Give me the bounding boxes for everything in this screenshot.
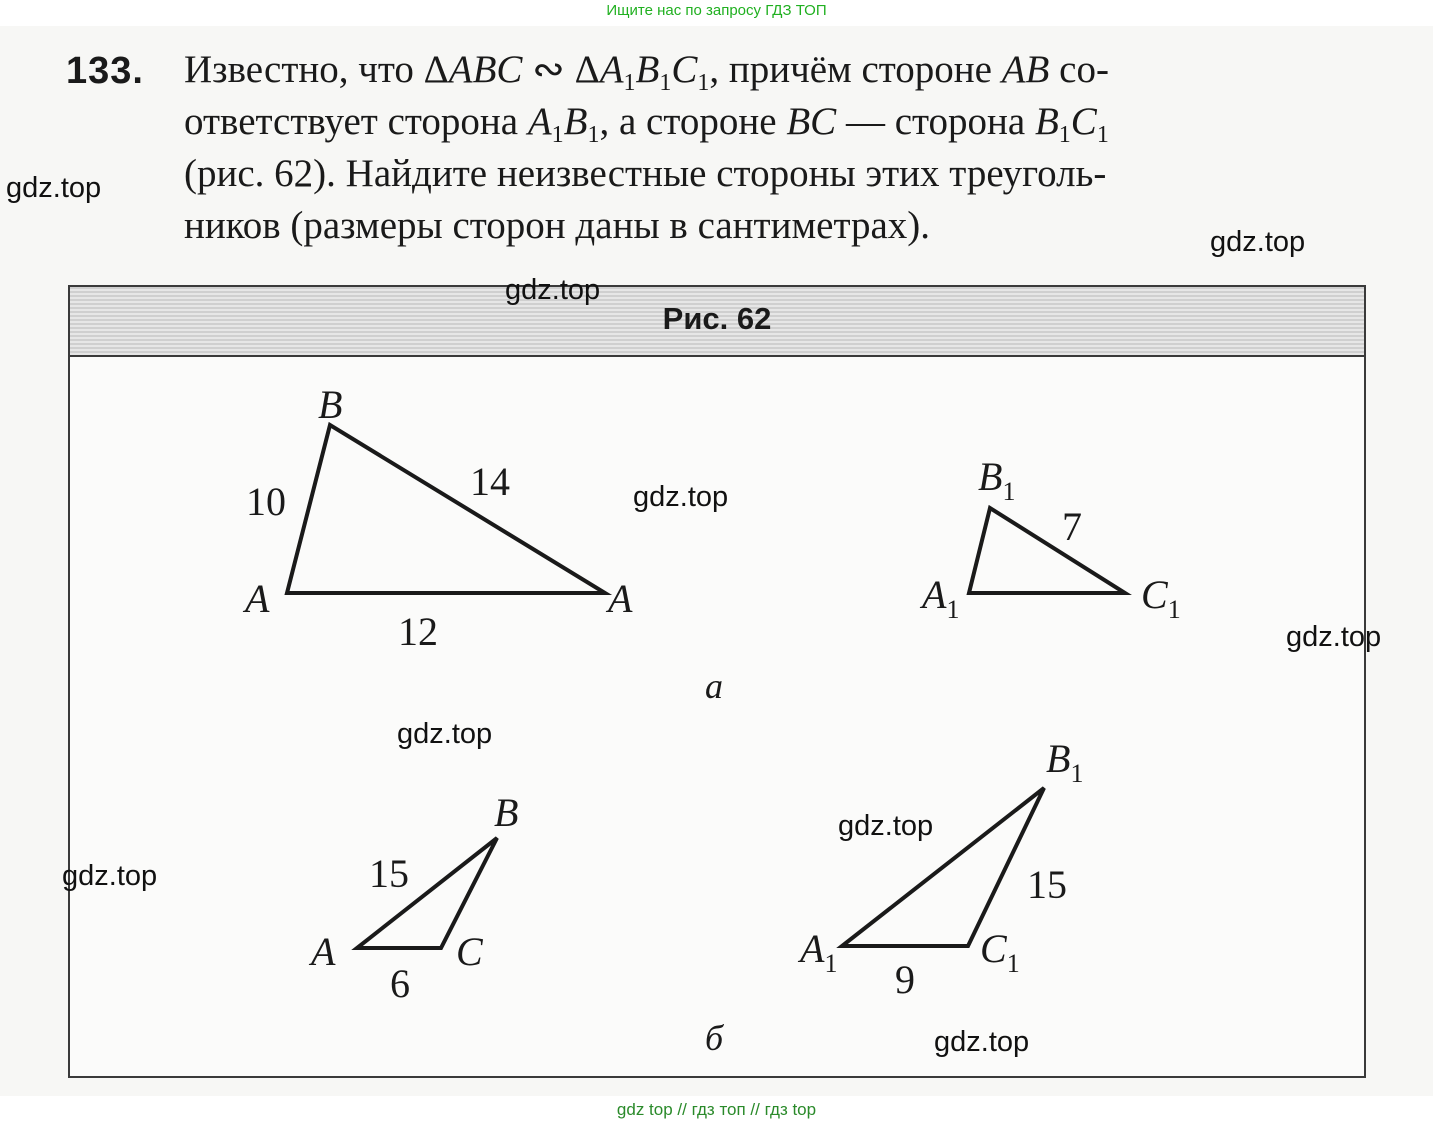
side-label-ac: 12 [398,609,438,654]
vertex-label-a-left: A [245,576,270,621]
caption-b: б [705,1018,724,1058]
problem-number: 133. [66,50,144,92]
vertex-label-c1: $C_1$ [980,926,1020,978]
watermark: gdz.top [1210,226,1306,258]
side-label-ab: 15 [369,851,409,896]
watermark: gdz.top [62,860,158,892]
vertex-label-b1: $B_1$ [978,454,1016,506]
triangle-a1b1c1-a [969,508,1125,593]
vertex-label-b1: $B_1$ [1046,736,1084,788]
vertex-label-a-right: A [608,576,633,621]
watermark: gdz.top [934,1026,1030,1058]
side-label-b1c1: 15 [1027,862,1067,907]
vertex-label-c: C [456,929,483,974]
side-label-a1c1: 9 [895,957,915,1002]
statement-line-1: Известно, что ΔABC ∾ $\Delta A_1B_1C_1$, причём стороне AB со- [184,48,1109,96]
statement-line-4: ников (размеры сторон даны в сантиметрах). [184,204,931,247]
statement-line-3: (рис. 62). Найдите неизвестные стороны этих треуголь- [184,152,1107,195]
figure-title: Рис. 62 [662,301,772,336]
caption-a: а [705,666,723,706]
side-label-ac: 6 [390,961,410,1006]
watermark: gdz.top [633,481,729,513]
watermark: gdz.top [6,172,102,204]
side-label-ab: 10 [246,479,286,524]
vertex-label-b: B [494,790,519,835]
watermark: gdz.top [397,718,493,750]
triangle-abc-a [287,425,605,593]
statement-line-2: ответствует сторона $A_1B_1$, а стороне BC — сторона $B_1C_1$ [184,100,1109,148]
watermark: gdz.top [838,810,934,842]
top-banner: Ищите нас по запросу ГДЗ ТОП [606,2,827,19]
vertex-label-a1: $A_1$ [922,572,960,624]
vertex-label-a: A [311,929,336,974]
footer-links: gdz top // гдз топ // гдз top [616,1100,817,1119]
watermark: gdz.top [1286,621,1382,653]
vertex-label-c1: $C_1$ [1141,572,1181,624]
vertex-label-a1: $A_1$ [800,926,838,978]
vertex-label-b: B [318,382,343,427]
watermark: gdz.top [505,274,601,306]
side-label-b1c1: 7 [1062,504,1082,549]
side-label-bc: 14 [470,459,510,504]
